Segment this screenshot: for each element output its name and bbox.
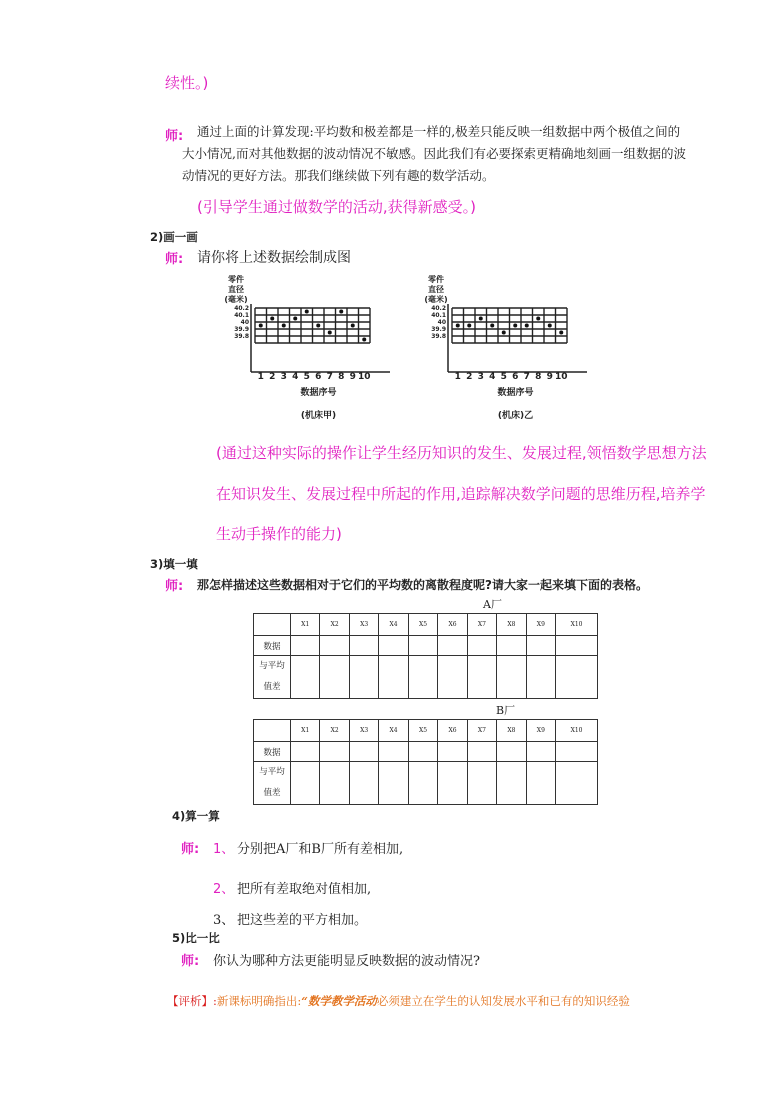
teaching-note-line: 在知识发生、发展过程中所起的作用,追踪解决数学问题的思维历程,培养学: [216, 485, 706, 503]
x-tick-label: 6: [512, 372, 519, 382]
paragraph-line: 动情况的更好方法。那我们继续做下列有趣的数学活动。: [182, 168, 495, 183]
table-cell[interactable]: [467, 742, 496, 762]
x-tick-label: 10: [357, 372, 371, 382]
y-axis-label: (毫米): [224, 295, 248, 304]
data-point: [351, 324, 355, 328]
data-point: [536, 317, 540, 321]
table-cell[interactable]: [320, 742, 349, 762]
table-header: X3: [349, 614, 378, 636]
y-tick-label: 39.8: [431, 333, 446, 340]
table-cell[interactable]: [526, 762, 555, 805]
y-tick-label: 40.2: [234, 305, 249, 312]
teaching-note-line: 生动手操作的能力): [216, 525, 342, 543]
x-tick-label: 2: [269, 372, 276, 382]
table-header: X8: [497, 614, 526, 636]
y-axis-label: (毫米): [424, 295, 448, 304]
table-corner: [254, 720, 291, 742]
table-cell[interactable]: [379, 742, 408, 762]
table-cell[interactable]: [438, 656, 467, 699]
y-axis-label: 零件: [228, 275, 244, 284]
table-header: X7: [467, 614, 496, 636]
x-tick-label: 3: [477, 372, 484, 382]
list-item: 把这些差的平方相加。: [237, 913, 368, 928]
teaching-note: (引导学生通过做数学的活动,获得新感受。): [197, 198, 476, 216]
table-cell[interactable]: [467, 762, 496, 805]
y-axis-label: 零件: [428, 275, 444, 284]
comment-line: [167, 993, 630, 1009]
data-point: [293, 317, 297, 321]
row-label: 数据: [254, 742, 291, 762]
table-a: [253, 613, 598, 699]
instruction-text: 请你将上述数据绘制成图: [197, 250, 351, 266]
x-tick-label: 9: [546, 372, 553, 382]
list-item: 把所有差取绝对值相加,: [237, 882, 372, 897]
data-point: [525, 324, 529, 328]
row-label: [254, 762, 291, 805]
speaker-label: 师:: [165, 252, 184, 267]
row-label-line: 值差: [263, 788, 281, 798]
table-cell[interactable]: [467, 636, 496, 656]
table-cell[interactable]: [379, 656, 408, 699]
table-header: X3: [349, 720, 378, 742]
x-tick-label: 10: [554, 372, 568, 382]
table-cell[interactable]: [497, 656, 526, 699]
table-cell[interactable]: [556, 656, 598, 699]
table-cell[interactable]: [408, 742, 437, 762]
x-tick-label: 6: [315, 372, 322, 382]
table-cell[interactable]: [349, 762, 378, 805]
y-tick-label: 40: [240, 319, 249, 326]
table-cell[interactable]: [291, 656, 320, 699]
y-tick-label: 40.1: [431, 312, 446, 319]
x-tick-label: 4: [292, 372, 299, 382]
list-number: 2、: [213, 882, 235, 897]
row-label: 数据: [254, 636, 291, 656]
table-cell[interactable]: [438, 762, 467, 805]
data-point: [259, 324, 263, 328]
table-cell[interactable]: [438, 742, 467, 762]
table-caption: B厂: [496, 704, 516, 717]
table-cell[interactable]: [467, 656, 496, 699]
table-header: X8: [497, 720, 526, 742]
y-tick-label: 39.9: [431, 326, 446, 333]
table-cell[interactable]: [438, 636, 467, 656]
row-label-line: 与平均: [259, 767, 285, 777]
section-heading: 3)填一填: [150, 557, 198, 571]
table-cell[interactable]: [291, 636, 320, 656]
speaker-label: 师:: [165, 129, 184, 144]
list-number: 1、: [213, 842, 235, 857]
comment-quote: “数学教学活动: [301, 994, 377, 1008]
comment-lead: 新课标明确指出:: [216, 994, 302, 1008]
speaker-label: 师:: [181, 842, 200, 857]
x-tick-label: 7: [326, 372, 333, 382]
x-tick-label: 3: [280, 372, 287, 382]
table-header: X5: [408, 614, 437, 636]
comment-rest: 必须建立在学生的认知发展水平和已有的知识经验: [376, 994, 630, 1008]
data-point: [548, 324, 552, 328]
table-cell[interactable]: [408, 636, 437, 656]
data-point: [456, 324, 460, 328]
table-cell[interactable]: [526, 636, 555, 656]
table-cell[interactable]: [497, 762, 526, 805]
table-header: X10: [556, 720, 598, 742]
x-tick-label: 8: [535, 372, 542, 382]
table-cell[interactable]: [408, 656, 437, 699]
chart-title: (机床甲): [300, 411, 337, 421]
teaching-note-line: (通过这种实际的操作让学生经历知识的发生、发展过程,领悟数学思想方法: [216, 444, 707, 462]
table-b: [253, 719, 598, 805]
y-axis-label: 直径: [228, 285, 244, 294]
table-header: X5: [408, 720, 437, 742]
x-tick-label: 5: [303, 372, 310, 382]
data-point: [316, 324, 320, 328]
x-tick-label: 4: [489, 372, 496, 382]
row-label: [254, 656, 291, 699]
table-cell[interactable]: [379, 762, 408, 805]
x-tick-label: 7: [523, 372, 530, 382]
table-header: X6: [438, 614, 467, 636]
continuation-text: 续性。): [165, 74, 209, 92]
data-point: [513, 324, 517, 328]
section-heading: 2)画一画: [150, 230, 198, 244]
y-tick-label: 39.8: [234, 333, 249, 340]
table-cell[interactable]: [379, 636, 408, 656]
y-tick-label: 40: [437, 319, 446, 326]
table-cell[interactable]: [349, 656, 378, 699]
data-point: [559, 331, 563, 335]
data-point: [362, 338, 366, 342]
y-tick-label: 39.9: [234, 326, 249, 333]
table-cell[interactable]: [526, 742, 555, 762]
speaker-label: 师:: [165, 579, 184, 594]
table-cell[interactable]: [408, 762, 437, 805]
data-point: [328, 331, 332, 335]
list-number: 3、: [213, 913, 235, 928]
data-point: [479, 317, 483, 321]
x-tick-label: 1: [454, 372, 461, 382]
table-cell[interactable]: [320, 636, 349, 656]
table-cell[interactable]: [349, 636, 378, 656]
x-axis-label: 数据序号: [300, 388, 337, 398]
table-header: X4: [379, 720, 408, 742]
table-header: X10: [556, 614, 598, 636]
table-cell[interactable]: [526, 656, 555, 699]
table-header: X9: [526, 720, 555, 742]
table-header: X2: [320, 614, 349, 636]
y-tick-label: 40.1: [234, 312, 249, 319]
table-header: X2: [320, 720, 349, 742]
table-caption: A厂: [483, 598, 502, 611]
x-tick-label: 1: [257, 372, 264, 382]
y-axis-label: 直径: [428, 285, 444, 294]
table-header: X4: [379, 614, 408, 636]
chart-b: [412, 272, 592, 424]
row-label-line: 与平均: [259, 661, 285, 671]
table-header: X1: [291, 720, 320, 742]
data-point: [339, 310, 343, 314]
table-cell[interactable]: [556, 636, 598, 656]
paragraph-line: 大小情况,而对其他数据的波动情况不敏感。因此我们有必要探索更精确地刻画一组数据的波: [182, 146, 686, 161]
row-label-line: 值差: [263, 682, 281, 692]
data-point: [305, 310, 309, 314]
data-point: [467, 324, 471, 328]
list-item: 分别把A厂和B厂所有差相加,: [237, 842, 404, 857]
table-cell[interactable]: [556, 762, 598, 805]
speaker-label: 师:: [181, 954, 200, 969]
instruction-text: 那怎样描述这些数据相对于它们的平均数的离散程度呢?请大家一起来填下面的表格。: [197, 578, 648, 592]
chart-a: [195, 272, 395, 424]
table-cell[interactable]: [556, 742, 598, 762]
table-cell[interactable]: [497, 636, 526, 656]
data-point: [502, 331, 506, 335]
table-cell[interactable]: [349, 742, 378, 762]
table-cell[interactable]: [497, 742, 526, 762]
table-header: X1: [291, 614, 320, 636]
table-cell[interactable]: [291, 742, 320, 762]
table-header: X6: [438, 720, 467, 742]
table-header: X7: [467, 720, 496, 742]
table-header: X9: [526, 614, 555, 636]
table-corner: [254, 614, 291, 636]
comment-tag: 【评析】:: [167, 994, 217, 1008]
x-tick-label: 8: [338, 372, 345, 382]
x-tick-label: 2: [466, 372, 473, 382]
section-heading: 5)比一比: [172, 931, 220, 945]
section-heading: 4)算一算: [172, 809, 220, 823]
y-tick-label: 40.2: [431, 305, 446, 312]
data-point: [490, 324, 494, 328]
paragraph-line: 通过上面的计算发现:平均数和极差都是一样的,极差只能反映一组数据中两个极值之间的: [197, 124, 681, 139]
table-cell[interactable]: [291, 762, 320, 805]
x-axis-label: 数据序号: [497, 388, 534, 398]
data-point: [282, 324, 286, 328]
chart-title: (机床)乙: [497, 411, 534, 421]
table-cell[interactable]: [320, 762, 349, 805]
question-text: 你认为哪种方法更能明显反映数据的波动情况?: [213, 954, 480, 969]
table-cell[interactable]: [320, 656, 349, 699]
x-tick-label: 9: [349, 372, 356, 382]
x-tick-label: 5: [500, 372, 507, 382]
data-point: [270, 317, 274, 321]
